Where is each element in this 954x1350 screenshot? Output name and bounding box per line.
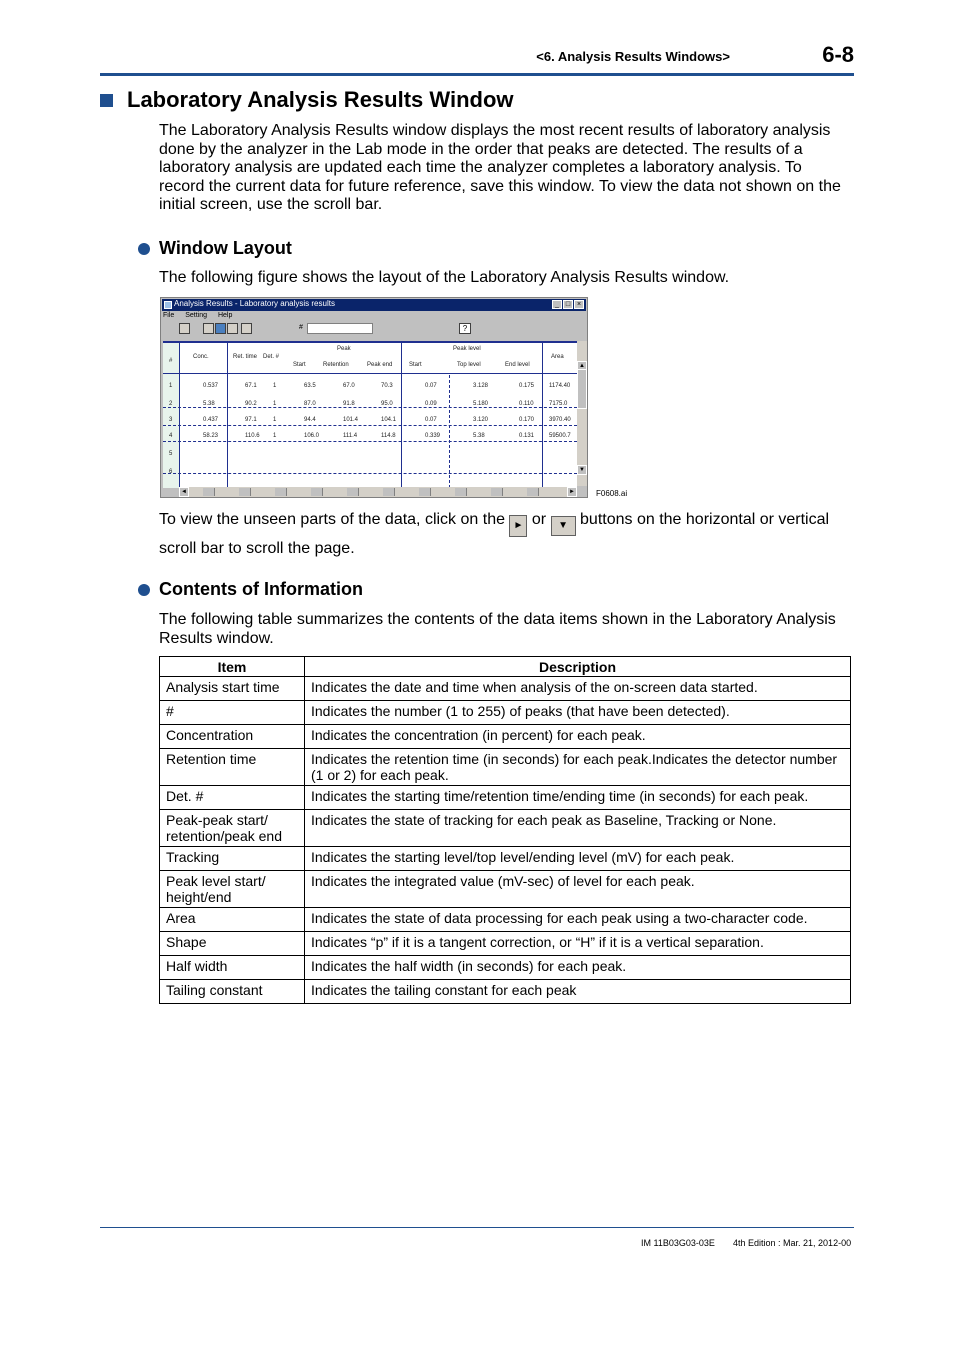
table-row: Peak level start/ height/end Indicates the integrated value (mV-sec) of level for each peak. — [160, 871, 851, 908]
window-layout-heading: Window Layout — [138, 238, 292, 259]
window-layout-text: The following figure shows the layout of the Laboratory Analysis Results window. — [159, 269, 730, 286]
col-header: # — [169, 358, 173, 364]
toolbar-icon-c — [227, 323, 238, 334]
toolbar-label: # — [299, 324, 303, 331]
table-header-description: Description — [305, 657, 851, 677]
col-header: Start — [293, 362, 306, 368]
results-grid: Peak Peak level # Conc. Ret. time Det. # Start Retention Peak end Start Top level End level Area 1 0.537 67.1 1 63.5 67.0 70.3 0.07 3.128 0.175 1174.40 2 5.38 90.2 1 87.0 91.8 95.0 0.09 5.180 0.110 7175.0 3 0.437 97.1 1 94.4 101.4 104.1 0.07 3.120 0.170 3970.40 4 58.23 110.6 1 106.0 111.4 114.8 0.339 5.38 0.131 59500.7 5 6 — [163, 341, 577, 488]
horizontal-scrollbar[interactable] — [179, 487, 577, 497]
menu-file: File — [163, 312, 175, 319]
menu-help: Help — [217, 312, 233, 319]
scroll-down-button-icon: ▼ — [551, 516, 576, 536]
footer-rule — [100, 1227, 854, 1228]
window-titlebar — [162, 299, 586, 311]
window-menubar — [163, 312, 241, 319]
table-row: Det. # Indicates the starting time/retention time/ending time (in seconds) for each peak. — [160, 786, 851, 810]
scroll-up-icon[interactable]: ▲ — [577, 361, 587, 371]
window-toolbar — [179, 322, 579, 336]
col-header: Area — [551, 354, 564, 360]
save-icon — [179, 323, 190, 334]
col-header: Det. # — [263, 354, 280, 360]
running-header: <6. Analysis Results Windows> — [536, 49, 730, 64]
app-icon — [164, 301, 172, 309]
bullet-icon — [138, 243, 150, 255]
group-header-peak-level: Peak level — [453, 346, 481, 352]
figure-label: F0608.ai — [596, 489, 628, 498]
page-number: 6-8 — [822, 42, 854, 67]
scroll-left-icon[interactable]: ◄ — [179, 487, 189, 497]
table-row: Tailing constant Indicates the tailing constant for each peak — [160, 980, 851, 1004]
grid-row-6-number: 6 — [169, 469, 173, 475]
square-bullet-icon — [100, 94, 113, 107]
window-title: Analysis Results - Laboratory analysis results — [174, 299, 335, 308]
header-rule — [100, 73, 854, 76]
vertical-scrollbar[interactable] — [577, 341, 587, 486]
help-icon: ? — [459, 323, 471, 334]
col-header: End level — [505, 362, 530, 368]
page-title-text: Laboratory Analysis Results Window — [127, 87, 514, 112]
scroll-down-icon[interactable]: ▼ — [577, 465, 587, 475]
intro-paragraph: The Laboratory Analysis Results window displays the most recent results of laboratory analysis done by the analyzer in the Lab mode in the order that peaks are detected. The results of a laboratory analysis are updated each time the analyzer completes a laboratory analysis. To record the current data for future reference, save this window. To view the data not shown on the initial screen, use the scroll bar. — [159, 122, 841, 214]
grid-row-5-number: 5 — [169, 451, 173, 457]
col-header: Conc. — [193, 354, 209, 360]
contents-table — [159, 656, 851, 1004]
scroll-right-icon[interactable]: ► — [567, 487, 577, 497]
table-row: Shape Indicates “p” if it is a tangent correction, or “H” if it is a vertical separation. — [160, 932, 851, 956]
table-row: Concentration Indicates the concentration (in percent) for each peak. — [160, 725, 851, 749]
table-row: # Indicates the number (1 to 255) of peaks (that have been detected). — [160, 701, 851, 725]
toolbar-icon-a — [203, 323, 214, 334]
footer-edition: 4th Edition : Mar. 21, 2012-00 — [733, 1238, 852, 1248]
contents-heading: Contents of Information — [138, 579, 363, 600]
table-row: Retention time Indicates the retention time (in seconds) for each peak.Indicates the detector number (1 or 2) for each peak. — [160, 749, 851, 786]
toolbar-icon-d — [241, 323, 252, 334]
table-row: Tracking Indicates the starting level/top level/ending level (mV) for each peak. — [160, 847, 851, 871]
maximize-icon: □ — [563, 300, 573, 309]
row-number-column — [163, 343, 179, 488]
col-header: Peak end — [367, 362, 393, 368]
toolbar-icon-b — [215, 323, 226, 334]
table-row: Peak-peak start/ retention/peak end Indicates the state of tracking for each peak as Baseline, Tracking or None. — [160, 810, 851, 847]
close-icon: × — [574, 300, 584, 309]
scroll-right-button-icon: ► — [509, 515, 527, 537]
analysis-results-window-figure — [160, 297, 588, 498]
minimize-icon: _ — [552, 300, 562, 309]
col-header: Top level — [457, 362, 481, 368]
toolbar-input — [307, 323, 373, 334]
page-title — [100, 87, 514, 113]
footer-doc-number: IM 11B03G03-03E — [641, 1238, 715, 1248]
col-header: Start — [409, 362, 422, 368]
vertical-scroll-thumb[interactable] — [577, 369, 587, 409]
bullet-icon — [138, 584, 150, 596]
col-header: Retention — [323, 362, 349, 368]
col-header: Ret. time — [233, 354, 258, 360]
table-header-item: Item — [160, 657, 305, 677]
table-row: Area Indicates the state of data processing for each peak using a two-character code. — [160, 908, 851, 932]
table-row: Analysis start time Indicates the date and time when analysis of the on-screen data started. — [160, 677, 851, 701]
table-row: Half width Indicates the half width (in seconds) for each peak. — [160, 956, 851, 980]
group-header-peak: Peak — [337, 346, 351, 352]
contents-text: The following table summarizes the contents of the data items shown in the Laboratory Analysis Results window. — [159, 611, 836, 647]
menu-setting: Setting — [185, 312, 208, 319]
scroll-instructions: To view the unseen parts of the data, click on the ► or ▼ buttons on the horizontal or vertical scroll bar to scroll the page. — [159, 511, 830, 557]
table-header-row — [160, 657, 851, 677]
